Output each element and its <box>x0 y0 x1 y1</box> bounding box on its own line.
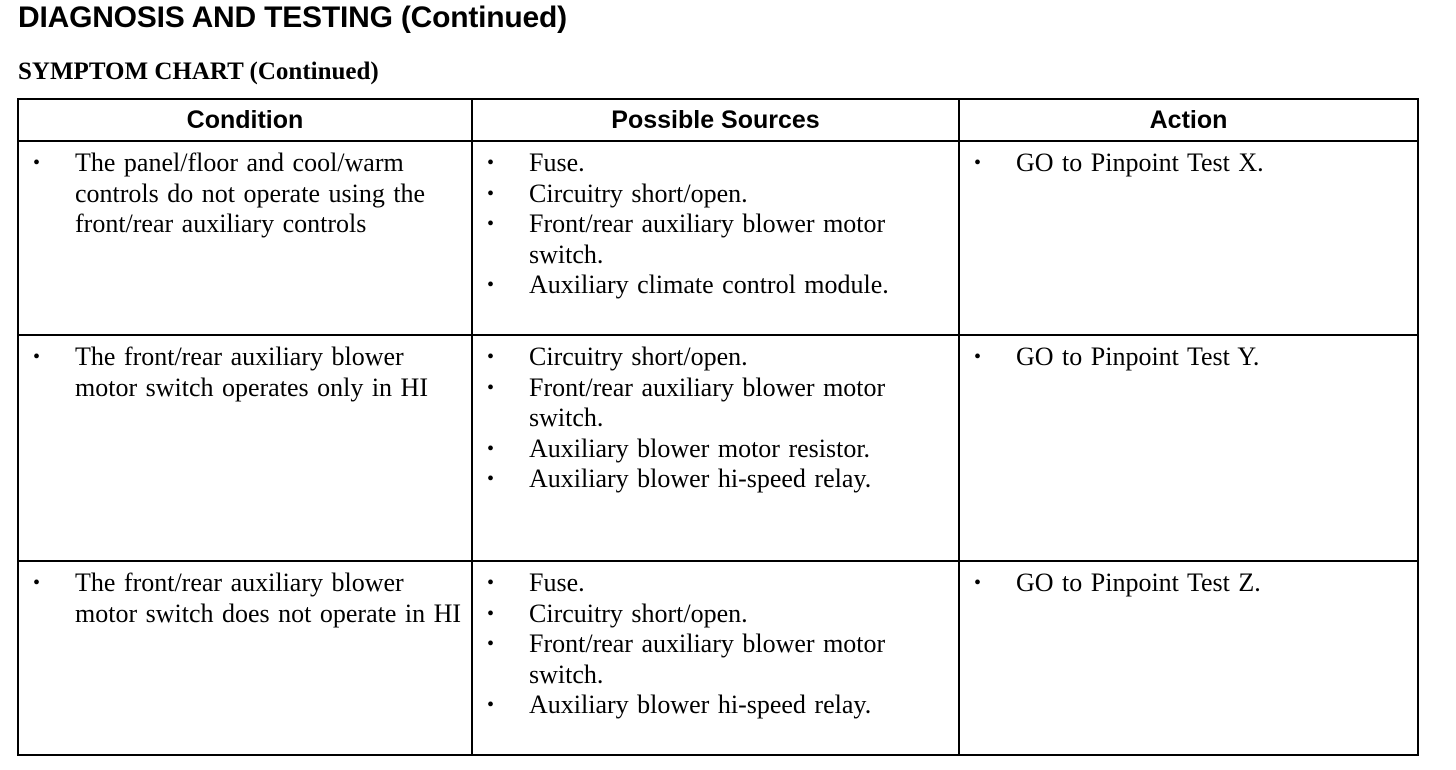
condition-cell <box>18 561 472 755</box>
list-item <box>473 434 958 465</box>
bullet-icon: • <box>487 468 495 490</box>
bullet-icon: • <box>487 152 495 174</box>
list-item <box>19 148 471 240</box>
bullet-icon: • <box>487 213 495 235</box>
bullet-icon: • <box>487 694 495 716</box>
bullet-icon: • <box>974 152 982 174</box>
bullet-icon: • <box>487 376 495 399</box>
column-header-action: Action <box>959 99 1418 141</box>
column-header-condition: Condition <box>18 99 472 141</box>
bullet-icon: • <box>487 182 495 205</box>
source-text: Auxiliary blower hi-speed relay. <box>529 464 872 493</box>
source-text: Circuitry short/open. <box>529 178 748 208</box>
list-item <box>473 599 958 630</box>
bullet-icon: • <box>487 602 495 625</box>
action-cell <box>959 141 1418 335</box>
list-item <box>473 373 958 434</box>
list-item <box>473 690 958 721</box>
source-text: Fuse. <box>529 148 585 177</box>
list-item <box>960 148 1417 179</box>
list-item <box>19 342 471 403</box>
bullet-icon: • <box>33 572 41 594</box>
list-item <box>473 464 958 495</box>
source-text: Circuitry short/open. <box>529 342 748 371</box>
source-text: Circuitry short/open. <box>529 598 748 628</box>
list-item <box>960 568 1417 599</box>
bullet-icon: • <box>487 346 495 368</box>
chart-subtitle: SYMPTOM CHART (Continued) <box>18 58 379 85</box>
list-item <box>473 179 958 210</box>
bullet-icon: • <box>974 572 982 594</box>
condition-cell <box>18 335 472 561</box>
list-item <box>473 148 958 179</box>
action-cell <box>959 335 1418 561</box>
source-text: Front/rear auxiliary blower motor switch. <box>529 629 886 689</box>
table-header-row <box>18 99 1418 141</box>
section-title: DIAGNOSIS AND TESTING (Continued) <box>18 1 567 34</box>
source-text: Fuse. <box>529 568 585 597</box>
action-text: GO to Pinpoint Test Z. <box>1016 568 1261 597</box>
sources-cell <box>472 335 959 561</box>
column-header-possible-sources: Possible Sources <box>472 99 959 141</box>
list-item <box>473 209 958 270</box>
table-row <box>18 335 1418 561</box>
source-text: Auxiliary climate control module. <box>529 270 889 299</box>
condition-text: The front/rear auxiliary blower motor switch operates only in HI <box>75 342 428 402</box>
bullet-icon: • <box>487 437 495 460</box>
action-text: GO to Pinpoint Test X. <box>1016 148 1264 177</box>
list-item <box>19 568 471 629</box>
source-text: Front/rear auxiliary blower motor switch. <box>529 209 886 269</box>
bullet-icon: • <box>487 274 495 296</box>
bullet-icon: • <box>487 633 495 655</box>
symptom-chart-table <box>17 98 1419 756</box>
list-item <box>473 629 958 690</box>
table-row <box>18 141 1418 335</box>
bullet-icon: • <box>33 152 41 174</box>
list-item <box>473 568 958 599</box>
bullet-icon: • <box>487 572 495 594</box>
source-text: Front/rear auxiliary blower motor switch. <box>529 372 886 432</box>
bullet-icon: • <box>974 346 982 368</box>
action-cell <box>959 561 1418 755</box>
action-text: GO to Pinpoint Test Y. <box>1016 342 1260 371</box>
source-text: Auxiliary blower motor resistor. <box>529 433 871 463</box>
bullet-icon: • <box>33 346 41 368</box>
list-item <box>960 342 1417 373</box>
sources-cell <box>472 561 959 755</box>
list-item <box>473 270 958 301</box>
list-item <box>473 342 958 373</box>
condition-cell <box>18 141 472 335</box>
condition-text: The panel/floor and cool/warm controls do not operate using the front/rear auxiliary controls <box>75 148 426 238</box>
condition-text: The front/rear auxiliary blower motor switch does not operate in HI <box>75 568 462 628</box>
sources-cell <box>472 141 959 335</box>
table-row <box>18 561 1418 755</box>
source-text: Auxiliary blower hi-speed relay. <box>529 690 872 719</box>
